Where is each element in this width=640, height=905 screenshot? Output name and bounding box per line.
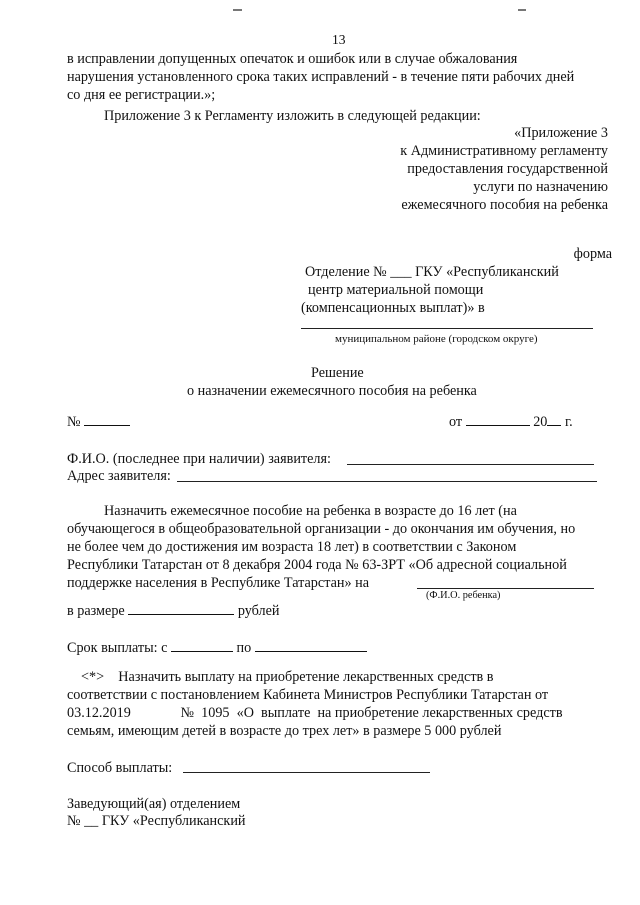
intro-line: со дня ее регистрации.»; [67,87,216,103]
applicant-name-label: Ф.И.О. (последнее при наличии) заявителя: [67,451,331,467]
form-label: форма [573,246,612,262]
intro-line: нарушения установленного срока таких исправлений - в течение пяти рабочих дней [67,69,575,85]
date-prefix: от [449,414,463,430]
child-caption: (Ф.И.О. ребенка) [426,590,501,601]
payment-method-label: Способ выплаты: [67,760,173,776]
medicine-paragraph-line: 03.12.2019 № 1095 «О выплате на приобретение лекарственных средств [67,705,563,721]
appendix-header-line: «Приложение 3 [514,125,608,141]
scan-mark [518,9,526,11]
child-name-input-line[interactable] [417,588,594,589]
department-line: центр материальной помощи [308,282,484,298]
department-line: Отделение № ___ ГКУ «Республиканский [305,264,559,280]
year-input-line[interactable] [547,415,561,426]
applicant-address-label: Адрес заявителя: [67,468,171,484]
municipal-caption: муниципальном районе (городском округе) [335,333,538,345]
amount-prefix: в размере [67,603,125,619]
applicant-name-input-line[interactable] [347,464,594,465]
period-label: Срок выплаты: с [67,640,168,656]
amount-input-line[interactable] [128,604,234,615]
date-input-line[interactable] [466,415,530,426]
intro-line: в исправлении допущенных опечаток и ошибок или в случае обжалования [67,51,518,67]
applicant-address-input-line[interactable] [177,481,597,482]
number-field [67,414,130,431]
department-line: (компенсационных выплат)» в [301,300,485,316]
medicine-paragraph-line: <*> Назначить выплату на приобретение лекарственных средств в [81,669,494,685]
main-paragraph-line: не более чем до достижения им возраста 18 лет) в соответствии с Законом [67,539,517,555]
amount-field [67,603,279,620]
appendix-header-line: услуги по назначению [473,179,608,195]
scan-mark [233,9,242,11]
medicine-paragraph-line: соответствии с постановлением Кабинета Министров Республики Татарстан от [67,687,549,703]
appendix-header-line: ежемесячного пособия на ребенка [401,197,608,213]
decision-subtitle: о назначении ежемесячного пособия на ребенка [187,383,477,399]
period-field [67,640,367,657]
appendix-header-line: к Административному регламенту [400,143,608,159]
medicine-paragraph-line: семьям, имеющим детей в возрасте до трех лет» в размере 5 000 рублей [67,723,502,739]
payment-method-input-line[interactable] [183,772,430,773]
municipality-line [301,328,593,329]
period-from-input-line[interactable] [171,641,233,652]
decision-title: Решение [311,365,364,381]
main-paragraph-line: Республики Татарстан от 8 декабря 2004 года № 63-ЗРТ «Об адресной социальной [67,557,567,573]
period-to: по [236,640,252,656]
period-to-input-line[interactable] [255,641,367,652]
main-paragraph-line: Назначить ежемесячное пособие на ребенка в возрасте до 16 лет (на [104,503,517,519]
appendix-header-line: предоставления государственной [407,161,608,177]
date-field [449,414,573,431]
number-input-line[interactable] [84,415,130,426]
amount-suffix: рублей [237,603,280,619]
date-year: 20 [533,414,548,430]
main-paragraph-line: поддержке населения в Республике Татарстан» на [67,575,369,591]
main-paragraph-line: обучающегося в общеобразовательной организации - до окончания им обучения, но [67,521,576,537]
number-label: № [67,414,81,430]
signature-line: Заведующий(ая) отделением [67,796,241,812]
date-suffix: г. [564,414,573,430]
signature-line: № __ ГКУ «Республиканский [67,813,246,829]
page-number: 13 [332,32,346,47]
appendix-intro: Приложение 3 к Регламенту изложить в следующей редакции: [104,108,481,124]
